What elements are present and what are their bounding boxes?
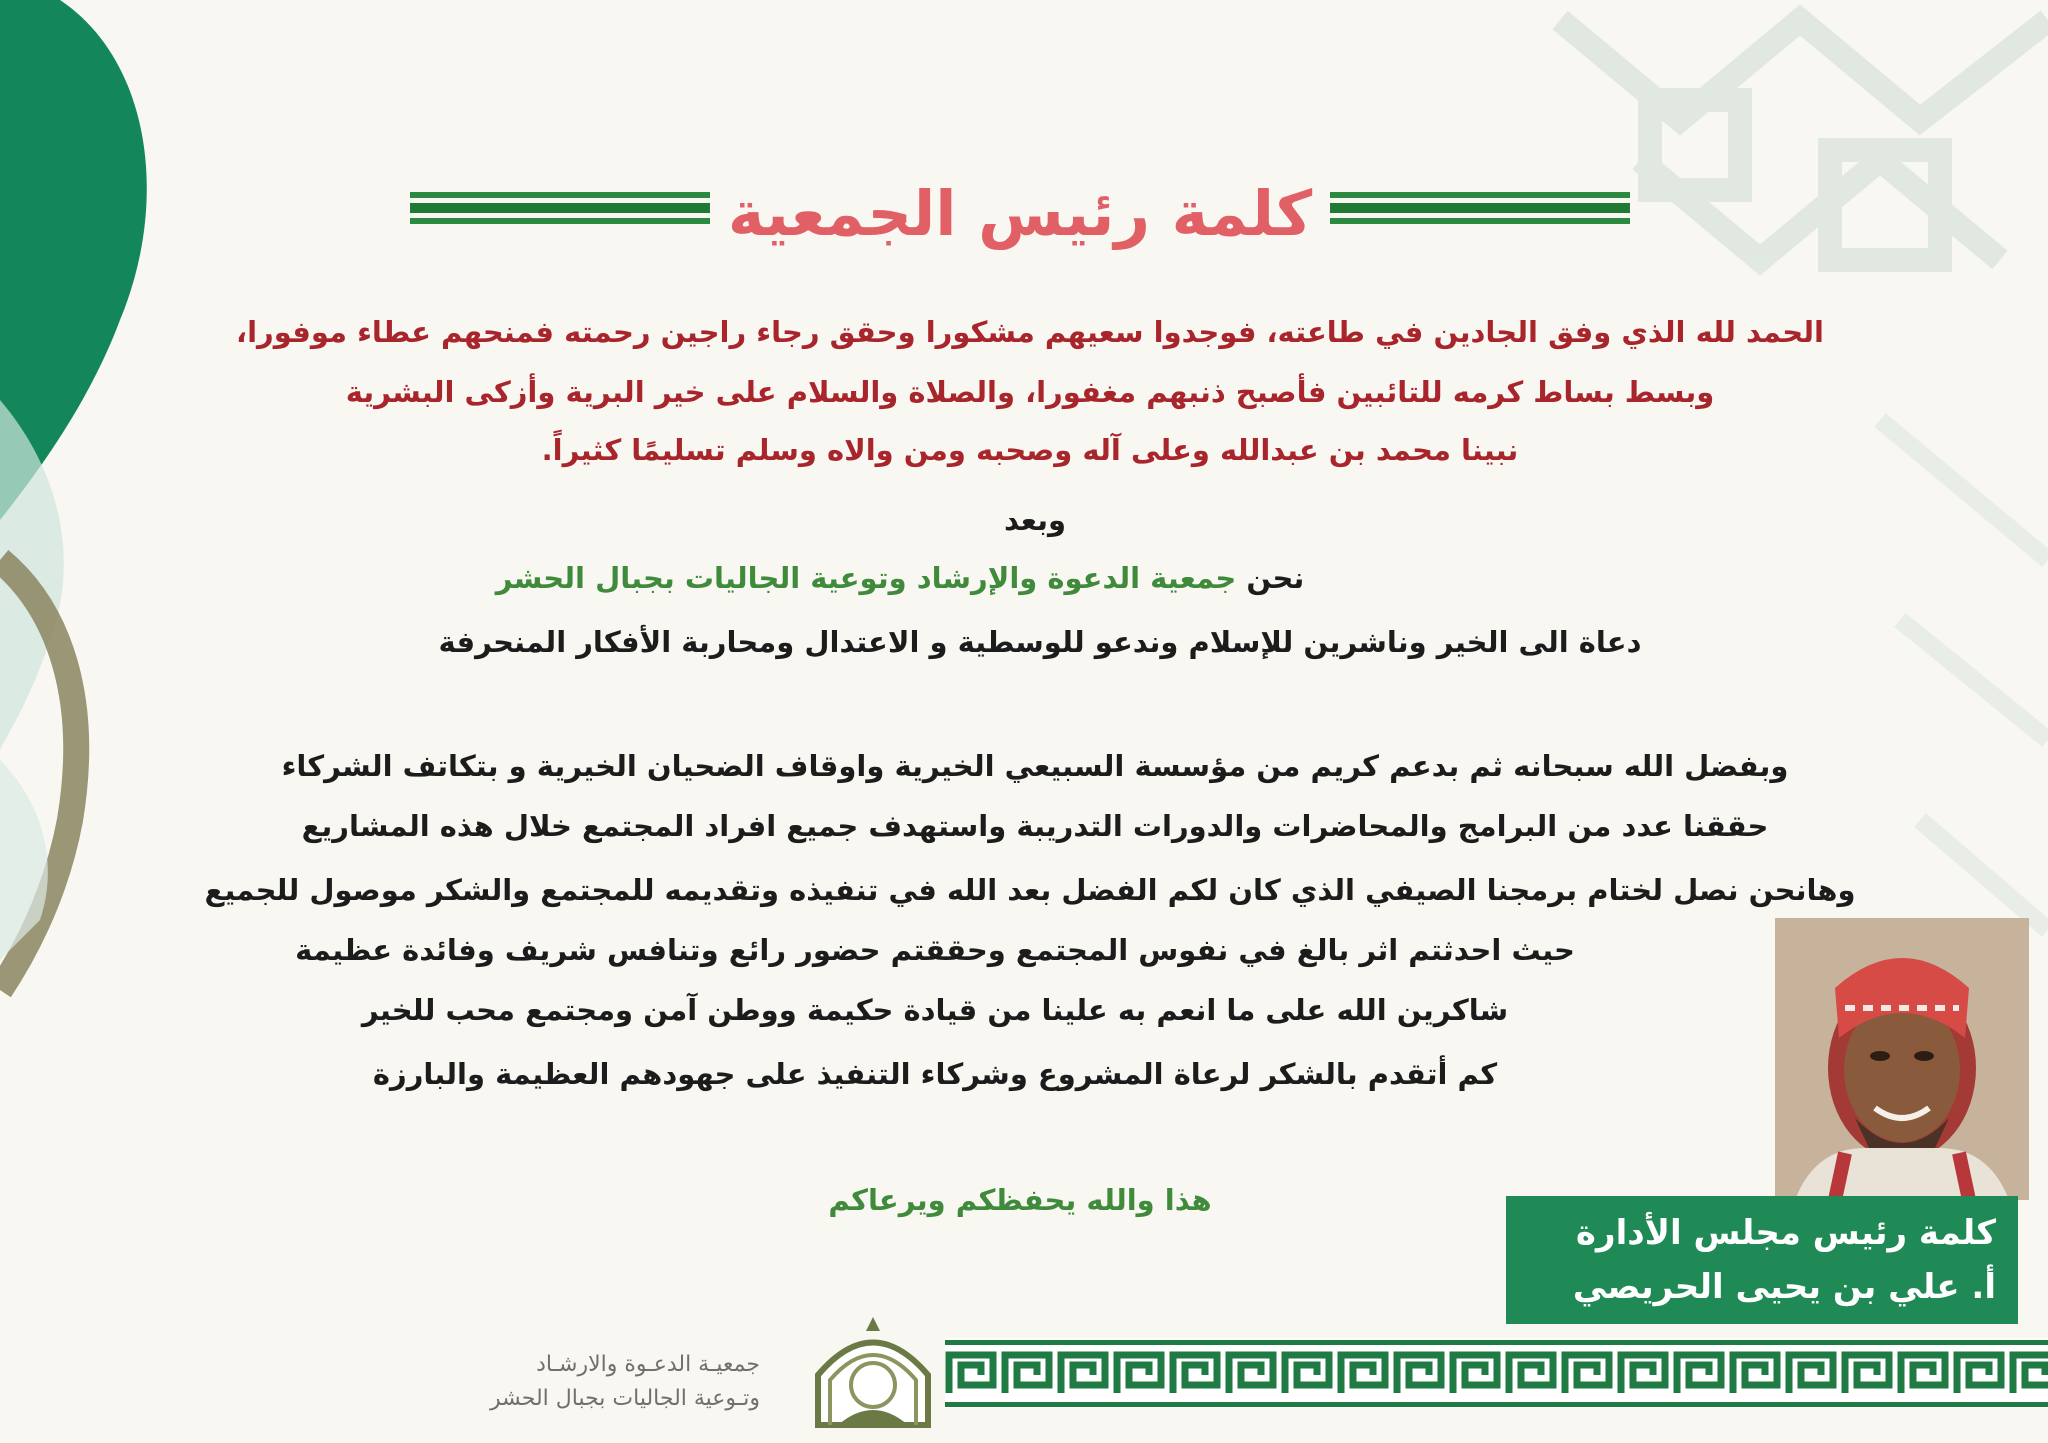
- page-title: كلمة رئيس الجمعية: [727, 177, 1313, 250]
- greek-key-pattern: [945, 1349, 2048, 1399]
- opening-line-1: الحمد لله الذي وفق الجادين في طاعته، فوجدوا سعيهم مشكورا وحقق رجاء راجين رحمته فمنحهم عطاء موفورا،: [236, 315, 1824, 349]
- association-name: جمعية الدعوة والإرشاد وتوعية الجاليات بجبال الحشر: [495, 561, 1237, 595]
- nahnu-text: نحن: [1246, 561, 1305, 595]
- opening-line-3: نبينا محمد بن عبدالله وعلى آله وصحبه ومن والاه وسلم تسليمًا كثيراً.: [541, 433, 1519, 467]
- body-line-3: وهانحن نصل لختام برمجنا الصيفي الذي كان لكم الفضل بعد الله في تنفيذه وتقديمه للمجتمع والشكر موصول للجميع: [204, 873, 1856, 907]
- title-bars-left: [410, 192, 710, 236]
- association-line: [300, 558, 1500, 598]
- body-line-5: شاكرين الله على ما انعم به علينا من قيادة حكيمة ووطن آمن ومجتمع محب للخير: [361, 993, 1509, 1027]
- body-line-4: حيث احدثتم اثر بالغ في نفوس المجتمع وحققتم حضور رائع وتنافس شريف وفائدة عظيمة: [295, 933, 1575, 967]
- chairman-portrait: [1775, 918, 2029, 1200]
- association-logo-text: [440, 1348, 760, 1416]
- portrait-image: [1775, 918, 2029, 1200]
- wabaad-text: وبعد: [1003, 503, 1067, 537]
- logo-line-1: جمعيـة الدعـوة والارشـاد: [536, 1352, 760, 1377]
- logo-line-2: وتـوعية الجاليات بجبال الحشر: [489, 1386, 760, 1411]
- closing-line: هذا والله يحفظكم ويرعاكم: [828, 1183, 1212, 1217]
- association-logo-icon: [808, 1315, 938, 1435]
- body-line-2: حققنا عدد من البرامج والمحاضرات والدورات التدريبة واستهدف جميع افراد المجتمع خلال هذه المشاريع: [301, 809, 1769, 843]
- body-line-6: كم أتقدم بالشكر لرعاة المشروع وشركاء التنفيذ على جهودهم العظيمة والبارزة: [372, 1057, 1498, 1091]
- chairman-caption: [1506, 1196, 2018, 1324]
- opening-line-2: وبسط بساط كرمه للتائبين فأصبح ذنبهم مغفورا، والصلاة والسلام على خير البرية وأزكى البشرية: [345, 375, 1715, 409]
- title-bars-right: [1330, 192, 1630, 236]
- caption-name: أ. علي بن يحيى الحريصي: [1572, 1267, 1996, 1307]
- caption-role: كلمة رئيس مجلس الأدارة: [1575, 1213, 1996, 1253]
- mission-line: دعاة الى الخير وناشرين للإسلام وندعو للوسطية و الاعتدال ومحاربة الأفكار المنحرفة: [438, 625, 1642, 659]
- body-line-1: وبفضل الله سبحانه ثم بدعم كريم من مؤسسة السبيعي الخيرية واوقاف الضحيان الخيرية و بتكاتف الشركاء: [281, 749, 1789, 783]
- title-banner: [410, 170, 1630, 260]
